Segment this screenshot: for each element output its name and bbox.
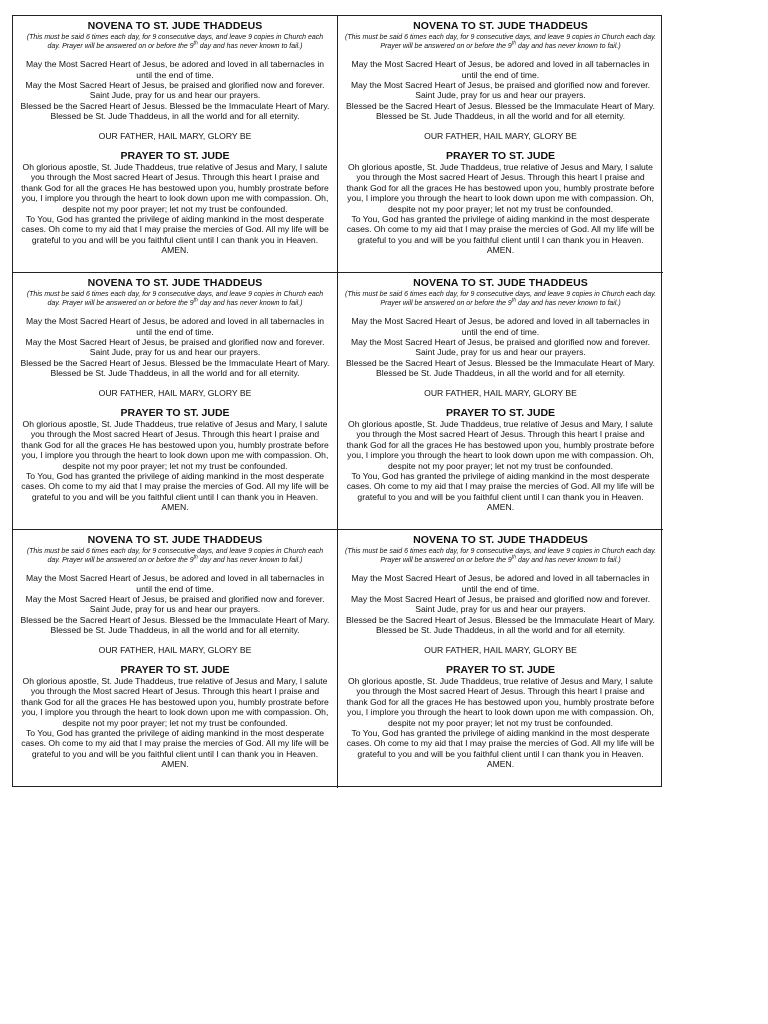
instruction-text-end: day and has never known to fail.) (197, 556, 303, 564)
prayer-line-blessed: Blessed be the Sacred Heart of Jesus. Blessed be the Immaculate Heart of Mary. Blessed be St. Jude Thaddeus, in all the world and for all eternity. (20, 614, 330, 636)
prayer-line-blessed: Blessed be the Sacred Heart of Jesus. Blessed be the Immaculate Heart of Mary. Blessed be St. Jude Thaddeus, in all the world and for all eternity. (346, 357, 655, 379)
prayer-line-blessed: Blessed be the Sacred Heart of Jesus. Blessed be the Immaculate Heart of Mary. Blessed be St. Jude Thaddeus, in all the world and for all eternity. (20, 357, 330, 379)
prayer-line-adored: May the Most Sacred Heart of Jesus, be adored and loved in all tabernacles in until the end of time. (25, 59, 325, 80)
prayer-line-saint-jude: Saint Jude, pray for us and hear our prayers. (415, 347, 586, 358)
instruction-superscript: th (193, 40, 198, 47)
novena-title: NOVENA TO ST. JUDE THADDEUS (413, 20, 588, 32)
instruction-text-end: day and has never known to fail.) (516, 42, 621, 50)
prayer-line-praised: May the Most Sacred Heart of Jesus, be praised and glorified now and forever. (25, 594, 325, 604)
prayer-title: PRAYER TO ST. JUDE (445, 407, 556, 420)
prayer-line-saint-jude: Saint Jude, pray for us and hear our prayers. (89, 604, 261, 615)
instruction-superscript: th (193, 297, 198, 304)
prayer-paragraph-2: To You, God has granted the privilege of aiding mankind in the most desperate cases. Oh come to my aid that I may praise the mercies of God. All my life will be grateful to you and will be you faithful client until I can thank you in Heaven. AMEN. (346, 728, 655, 770)
novena-title: NOVENA TO ST. JUDE THADDEUS (413, 534, 588, 546)
novena-title: NOVENA TO ST. JUDE THADDEUS (87, 20, 263, 32)
our-father-line: OUR FATHER, HAIL MARY, GLORY BE (424, 644, 577, 655)
novena-title: NOVENA TO ST. JUDE THADDEUS (413, 277, 588, 289)
novena-title: NOVENA TO ST. JUDE THADDEUS (87, 277, 263, 289)
prayer-paragraph-1: Oh glorious apostle, St. Jude Thaddeus, true relative of Jesus and Mary, I salute you through the Most sacred Heart of Jesus. Through this heart I praise and thank God for all the graces He has bestowed upon you, humbly prostrate before you, I implore you through the heart to look down upon me with compassion. Oh, despite not my poor prayer; let not my trust be confounded. (21, 162, 329, 214)
instruction-text: (This must be said 6 times each day, for 9 consecutive days, and leave 9 copies in Church each day. Prayer will be answered on or before the 9 (26, 291, 324, 307)
prayer-paragraph-2: To You, God has granted the privilege of aiding mankind in the most desperate cases. Oh come to my aid that I may praise the mercies of God. All my life will be grateful to you and will be you faithful client until I can thank you in Heaven. AMEN. (21, 728, 329, 770)
prayer-line-praised: May the Most Sacred Heart of Jesus, be praised and glorified now and forever. (350, 594, 651, 604)
prayer-line-adored: May the Most Sacred Heart of Jesus, be adored and loved in all tabernacles in until the end of time. (351, 59, 650, 80)
novena-instruction (345, 291, 656, 308)
instruction-text: (This must be said 6 times each day, for 9 consecutive days, and leave 9 copies in Church each day. Prayer will be answered on or before the 9 (345, 548, 657, 564)
novena-card (338, 16, 663, 273)
novena-instruction (345, 548, 656, 565)
instruction-text: (This must be said 6 times each day, for 9 consecutive days, and leave 9 copies in Church each day. Prayer will be answered on or before the 9 (26, 548, 324, 564)
our-father-line: OUR FATHER, HAIL MARY, GLORY BE (98, 644, 252, 655)
prayer-line-adored: May the Most Sacred Heart of Jesus, be adored and loved in all tabernacles in until the end of time. (25, 573, 325, 594)
prayer-line-praised: May the Most Sacred Heart of Jesus, be praised and glorified now and forever. (350, 80, 651, 90)
prayer-line-saint-jude: Saint Jude, pray for us and hear our prayers. (89, 347, 261, 358)
prayer-title: PRAYER TO ST. JUDE (445, 150, 556, 163)
novena-title: NOVENA TO ST. JUDE THADDEUS (87, 534, 263, 546)
prayer-line-praised: May the Most Sacred Heart of Jesus, be praised and glorified now and forever. (25, 337, 325, 347)
instruction-superscript: th (511, 554, 517, 561)
instruction-superscript: th (511, 40, 517, 47)
novena-card (338, 530, 663, 788)
prayer-title: PRAYER TO ST. JUDE (120, 150, 230, 163)
prayer-paragraph-1: Oh glorious apostle, St. Jude Thaddeus, true relative of Jesus and Mary, I salute you through the Most sacred Heart of Jesus. Through this heart I praise and thank God for all the graces He has bestowed upon you, humbly prostrate before you, I implore you through the heart to look down upon me with compassion. Oh, despite not my poor prayer; let not my trust be confounded. (21, 676, 329, 728)
novena-card (338, 273, 663, 530)
novena-instruction (20, 34, 330, 51)
prayer-paragraph-1: Oh glorious apostle, St. Jude Thaddeus, true relative of Jesus and Mary, I salute you through the Most sacred Heart of Jesus. Through this heart I praise and thank God for all the graces He has bestowed upon you, humbly prostrate before you, I implore you through the heart to look down upon me with compassion. Oh, despite not my poor prayer; let not my trust be confounded. (21, 419, 329, 471)
prayer-line-adored: May the Most Sacred Heart of Jesus, be adored and loved in all tabernacles in until the end of time. (351, 573, 650, 594)
instruction-text-end: day and has never known to fail.) (516, 299, 621, 307)
prayer-line-blessed: Blessed be the Sacred Heart of Jesus. Blessed be the Immaculate Heart of Mary. Blessed be St. Jude Thaddeus, in all the world and for all eternity. (346, 100, 655, 122)
prayer-paragraph-2: To You, God has granted the privilege of aiding mankind in the most desperate cases. Oh come to my aid that I may praise the mercies of God. All my life will be grateful to you and will be you faithful client until I can thank you in Heaven. AMEN. (21, 214, 329, 256)
our-father-line: OUR FATHER, HAIL MARY, GLORY BE (424, 387, 577, 398)
novena-card (13, 16, 338, 273)
novena-instruction (345, 34, 656, 51)
prayer-title: PRAYER TO ST. JUDE (445, 664, 556, 677)
instruction-superscript: th (193, 554, 198, 561)
prayer-line-saint-jude: Saint Jude, pray for us and hear our prayers. (89, 90, 261, 101)
novena-card (13, 530, 338, 788)
our-father-line: OUR FATHER, HAIL MARY, GLORY BE (98, 387, 252, 398)
our-father-line: OUR FATHER, HAIL MARY, GLORY BE (424, 130, 577, 141)
prayer-paragraph-2: To You, God has granted the privilege of aiding mankind in the most desperate cases. Oh come to my aid that I may praise the mercies of God. All my life will be grateful to you and will be you faithful client until I can thank you in Heaven. AMEN. (346, 214, 655, 256)
instruction-text-end: day and has never known to fail.) (197, 299, 303, 307)
prayer-title: PRAYER TO ST. JUDE (120, 664, 230, 677)
prayer-line-praised: May the Most Sacred Heart of Jesus, be praised and glorified now and forever. (350, 337, 651, 347)
prayer-paragraph-1: Oh glorious apostle, St. Jude Thaddeus, true relative of Jesus and Mary, I salute you through the Most sacred Heart of Jesus. Through this heart I praise and thank God for all the graces He has bestowed upon you, humbly prostrate before you, I implore you through the heart to look down upon me with compassion. Oh, despite not my poor prayer; let not my trust be confounded. (346, 162, 655, 214)
novena-card (13, 273, 338, 530)
prayer-paragraph-1: Oh glorious apostle, St. Jude Thaddeus, true relative of Jesus and Mary, I salute you through the Most sacred Heart of Jesus. Through this heart I praise and thank God for all the graces He has bestowed upon you, humbly prostrate before you, I implore you through the heart to look down upon me with compassion. Oh, despite not my poor prayer; let not my trust be confounded. (346, 676, 655, 728)
novena-sheet (12, 15, 662, 787)
prayer-line-saint-jude: Saint Jude, pray for us and hear our prayers. (415, 90, 586, 101)
novena-instruction (20, 291, 330, 308)
our-father-line: OUR FATHER, HAIL MARY, GLORY BE (98, 130, 252, 141)
instruction-text-end: day and has never known to fail.) (516, 556, 621, 564)
prayer-title: PRAYER TO ST. JUDE (120, 407, 230, 420)
prayer-paragraph-1: Oh glorious apostle, St. Jude Thaddeus, true relative of Jesus and Mary, I salute you through the Most sacred Heart of Jesus. Through this heart I praise and thank God for all the graces He has bestowed upon you, humbly prostrate before you, I implore you through the heart to look down upon me with compassion. Oh, despite not my poor prayer; let not my trust be confounded. (346, 419, 655, 471)
prayer-line-blessed: Blessed be the Sacred Heart of Jesus. Blessed be the Immaculate Heart of Mary. Blessed be St. Jude Thaddeus, in all the world and for all eternity. (346, 614, 655, 636)
prayer-line-praised: May the Most Sacred Heart of Jesus, be praised and glorified now and forever. (25, 80, 325, 90)
instruction-text-end: day and has never known to fail.) (197, 42, 303, 50)
instruction-text: (This must be said 6 times each day, for 9 consecutive days, and leave 9 copies in Church each day. Prayer will be answered on or before the 9 (26, 34, 324, 50)
instruction-superscript: th (511, 297, 517, 304)
prayer-line-adored: May the Most Sacred Heart of Jesus, be adored and loved in all tabernacles in until the end of time. (351, 316, 650, 337)
novena-instruction (20, 548, 330, 565)
instruction-text: (This must be said 6 times each day, for 9 consecutive days, and leave 9 copies in Church each day. Prayer will be answered on or before the 9 (345, 291, 657, 307)
instruction-text: (This must be said 6 times each day, for 9 consecutive days, and leave 9 copies in Church each day. Prayer will be answered on or before the 9 (345, 34, 657, 50)
prayer-line-saint-jude: Saint Jude, pray for us and hear our prayers. (415, 604, 586, 615)
prayer-line-blessed: Blessed be the Sacred Heart of Jesus. Blessed be the Immaculate Heart of Mary. Blessed be St. Jude Thaddeus, in all the world and for all eternity. (20, 100, 330, 122)
prayer-line-adored: May the Most Sacred Heart of Jesus, be adored and loved in all tabernacles in until the end of time. (25, 316, 325, 337)
prayer-paragraph-2: To You, God has granted the privilege of aiding mankind in the most desperate cases. Oh come to my aid that I may praise the mercies of God. All my life will be grateful to you and will be you faithful client until I can thank you in Heaven. AMEN. (346, 471, 655, 513)
prayer-paragraph-2: To You, God has granted the privilege of aiding mankind in the most desperate cases. Oh come to my aid that I may praise the mercies of God. All my life will be grateful to you and will be you faithful client until I can thank you in Heaven. AMEN. (21, 471, 329, 513)
